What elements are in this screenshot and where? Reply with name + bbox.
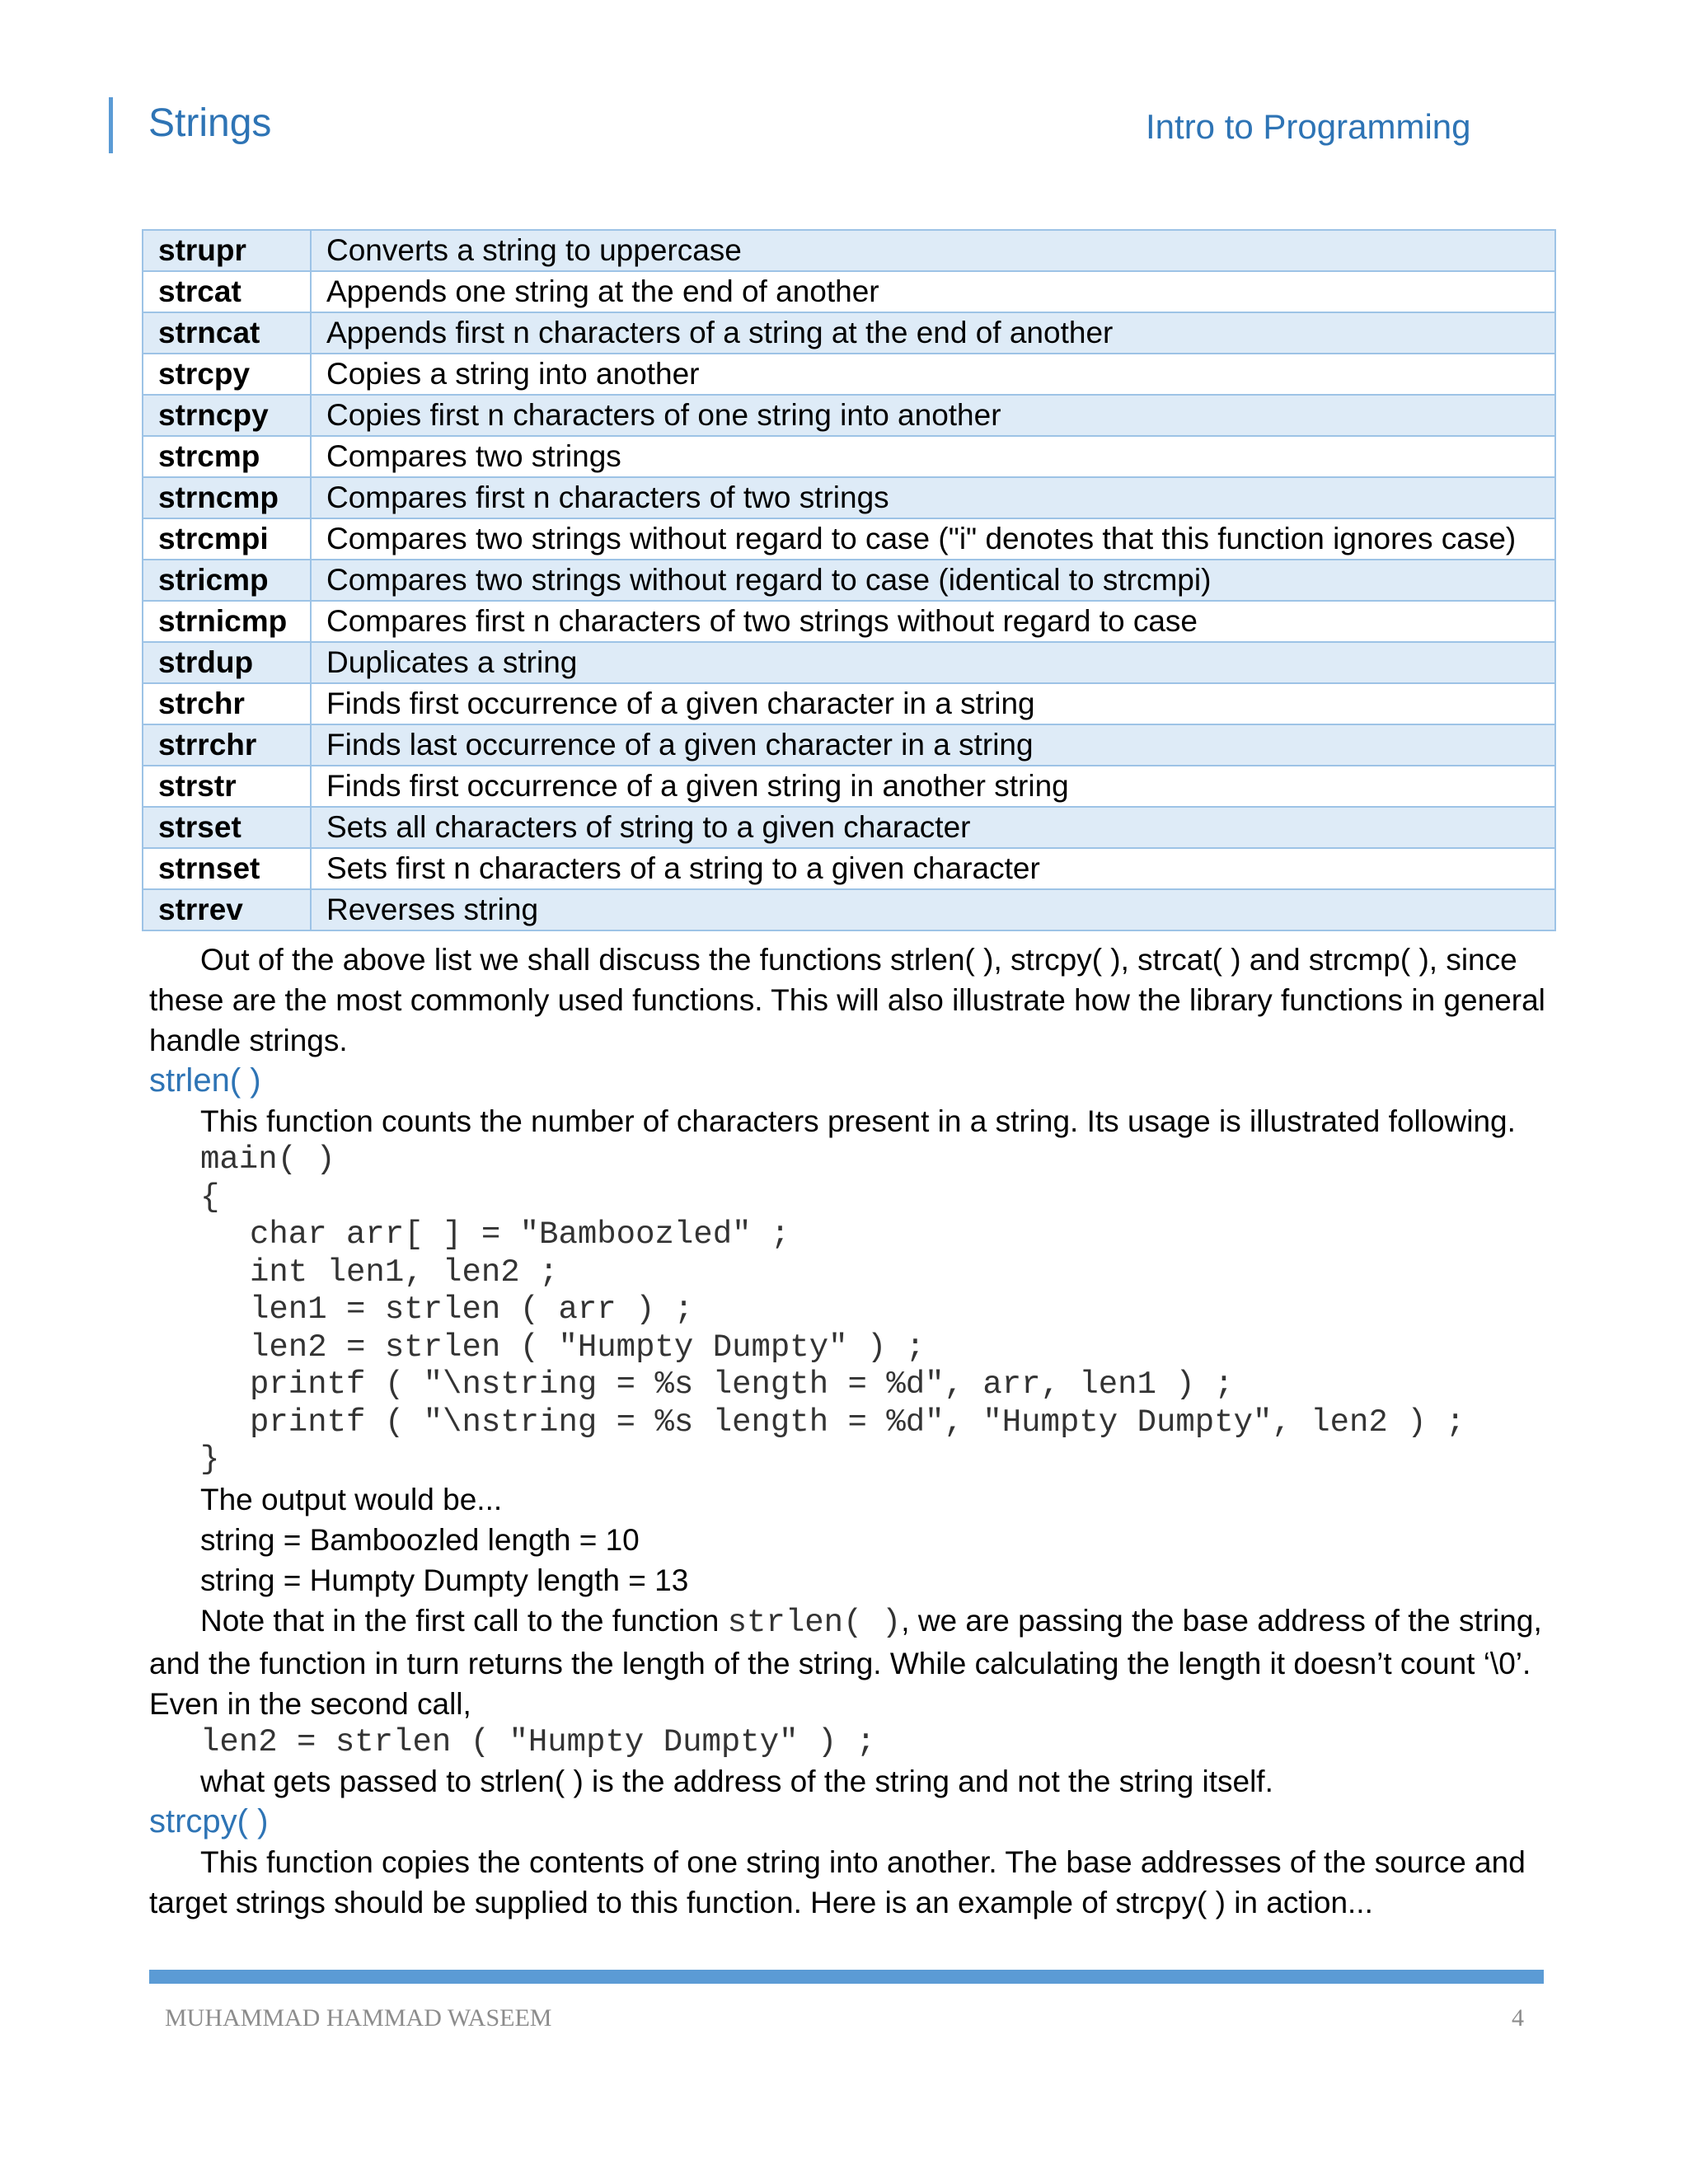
function-name-cell: strdup <box>143 642 311 683</box>
code-line: { <box>200 1179 220 1216</box>
function-name-cell: strrev <box>143 889 311 930</box>
function-description-cell: Sets first n characters of a string to a given character <box>311 848 1555 889</box>
table-row <box>143 889 1555 930</box>
function-description-cell: Compares two strings without regard to case ("i" denotes that this function ignores case) <box>311 518 1555 560</box>
table-body <box>143 230 1555 930</box>
function-name-cell: strcmp <box>143 436 311 477</box>
code-line: main( ) <box>200 1141 335 1178</box>
table-row <box>143 807 1555 848</box>
output-intro: The output would be... <box>200 1482 503 1516</box>
section-heading-strlen: strlen( ) <box>149 1062 261 1099</box>
code-line: printf ( "\nstring = %s length = %d", "Humpty Dumpty", len2 ) ; <box>250 1404 1465 1441</box>
function-description-cell: Finds last occurrence of a given character in a string <box>311 724 1555 766</box>
function-name-cell: strcmpi <box>143 518 311 560</box>
code-line: len1 = strlen ( arr ) ; <box>250 1291 694 1328</box>
function-name-cell: strcat <box>143 271 311 312</box>
function-description-cell: Compares first n characters of two strings <box>311 477 1555 518</box>
strlen-description: This function counts the number of characters present in a string. Its usage is illustrated following. <box>200 1104 1516 1138</box>
function-description-cell: Compares first n characters of two strings without regard to case <box>311 601 1555 642</box>
strlen-note-closing: what gets passed to strlen( ) is the address of the string and not the string itself. <box>200 1765 1273 1798</box>
function-name-cell: strnicmp <box>143 601 311 642</box>
table-row <box>143 395 1555 436</box>
code-line: int len1, len2 ; <box>250 1254 559 1291</box>
table-row <box>143 271 1555 312</box>
table-row <box>143 230 1555 271</box>
function-name-cell: strncat <box>143 312 311 354</box>
output-line: string = Bamboozled length = 10 <box>200 1522 640 1557</box>
table-row <box>143 601 1555 642</box>
table-row <box>143 642 1555 683</box>
function-name-cell: strncmp <box>143 477 311 518</box>
page-header <box>0 0 1688 165</box>
note-code-line: len2 = strlen ( "Humpty Dumpty" ) ; <box>200 1723 876 1760</box>
function-description-cell: Copies first n characters of one string into another <box>311 395 1555 436</box>
function-name-cell: strstr <box>143 766 311 807</box>
section-heading-strcpy: strcpy( ) <box>149 1803 269 1840</box>
code-line: printf ( "\nstring = %s length = %d", arr, len1 ) ; <box>250 1366 1234 1403</box>
code-line: } <box>200 1441 220 1478</box>
table-row <box>143 560 1555 601</box>
function-name-cell: strncpy <box>143 395 311 436</box>
table-row <box>143 766 1555 807</box>
function-name-cell: strnset <box>143 848 311 889</box>
note-prefix: Note that in the first call to the function <box>200 1603 728 1638</box>
function-description-cell: Reverses string <box>311 889 1555 930</box>
header-chapter-title: Strings <box>148 101 272 145</box>
function-name-cell: strupr <box>143 230 311 271</box>
table-row <box>143 683 1555 724</box>
table-row <box>143 518 1555 560</box>
strcpy-description: This function copies the contents of one string into another. The base addresses of the source and target strings should be supplied to this function. Here is an example of strcpy( ) in action... <box>149 1845 1526 1919</box>
table-row <box>143 436 1555 477</box>
header-accent-bar <box>109 97 113 153</box>
function-description-cell: Sets all characters of string to a given character <box>311 807 1555 848</box>
table-row <box>143 848 1555 889</box>
table-row <box>143 312 1555 354</box>
intro-paragraph: Out of the above list we shall discuss the functions strlen( ), strcpy( ), strcat( ) and strcmp( ), since these are the most commonly used functions. This will also illustrate how the library functions in general handle strings. <box>149 943 1545 1057</box>
table-row <box>143 477 1555 518</box>
function-description-cell: Appends first n characters of a string at the end of another <box>311 312 1555 354</box>
footer-divider <box>149 1970 1544 1984</box>
code-line: len2 = strlen ( "Humpty Dumpty" ) ; <box>250 1329 926 1366</box>
function-description-cell: Finds first occurrence of a given character in a string <box>311 683 1555 724</box>
function-description-cell: Compares two strings without regard to case (identical to strcmpi) <box>311 560 1555 601</box>
function-description-cell: Duplicates a string <box>311 642 1555 683</box>
function-description-cell: Converts a string to uppercase <box>311 230 1555 271</box>
function-description-cell: Appends one string at the end of another <box>311 271 1555 312</box>
strlen-note-paragraph <box>149 1601 1550 1724</box>
function-name-cell: strcpy <box>143 354 311 395</box>
main-content <box>149 940 1550 1923</box>
header-course-title: Intro to Programming <box>1146 107 1471 146</box>
function-description-cell: Finds first occurrence of a given string in another string <box>311 766 1555 807</box>
table-row <box>143 724 1555 766</box>
output-line: string = Humpty Dumpty length = 13 <box>200 1563 689 1597</box>
footer-page-number: 4 <box>1512 2004 1524 2032</box>
function-name-cell: strset <box>143 807 311 848</box>
function-name-cell: strchr <box>143 683 311 724</box>
footer-author: MUHAMMAD HAMMAD WASEEM <box>165 2004 552 2032</box>
function-description-cell: Copies a string into another <box>311 354 1555 395</box>
note-inline-code: strlen( ) <box>727 1604 902 1641</box>
function-name-cell: stricmp <box>143 560 311 601</box>
table-row <box>143 354 1555 395</box>
function-description-cell: Compares two strings <box>311 436 1555 477</box>
code-line: char arr[ ] = "Bamboozled" ; <box>250 1216 790 1253</box>
string-functions-table <box>142 229 1556 931</box>
strlen-code-block <box>149 1141 1550 1479</box>
note-suffix: , we are passing the base address of the string, and the function in turn returns the length of the string. While calculating the length it doesn’t count ‘\0’. Even in the second call, <box>149 1603 1542 1721</box>
function-name-cell: strrchr <box>143 724 311 766</box>
